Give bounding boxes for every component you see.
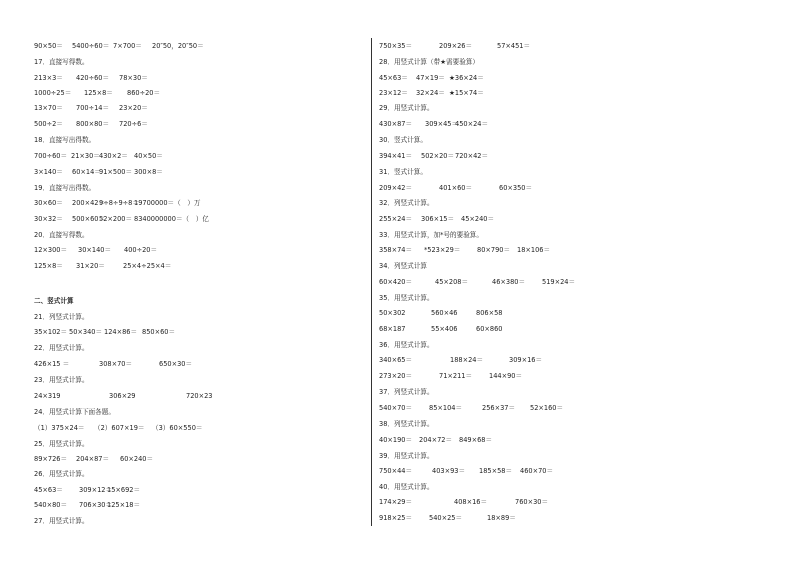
expression: （3）60×550＝	[152, 424, 203, 432]
expression: 50×302	[379, 309, 406, 317]
expression: 309×16＝	[509, 356, 543, 364]
expression: （1）375×24＝	[34, 424, 85, 432]
expression: 340×65＝	[379, 356, 413, 364]
expression: 308×70＝	[99, 360, 133, 368]
expression: 40×50＝	[134, 152, 163, 160]
expression: 401×60＝	[439, 184, 473, 192]
question-title: 17．直接写得数。	[34, 58, 89, 66]
expression: 273×20＝	[379, 372, 413, 380]
expression: 806×58	[476, 309, 503, 317]
question-title: 29．用竖式计算。	[379, 104, 434, 112]
question-title: 31．竖式计算。	[379, 168, 427, 176]
expression: 403×93＝	[432, 467, 466, 475]
expression: 306×15＝	[421, 215, 455, 223]
expression: 125×18＝	[107, 501, 141, 509]
expression: 200×42＝	[72, 199, 106, 207]
expression: 13×70＝	[34, 104, 63, 112]
expression: 60×240＝	[120, 455, 154, 463]
expression: 256×37＝	[482, 404, 516, 412]
question-title: 40．用竖式计算。	[379, 483, 434, 491]
expression: 30×32＝	[34, 215, 63, 223]
expression: 60×860	[476, 325, 503, 333]
expression: ★15×74＝	[449, 89, 484, 97]
expression: 720÷6＝	[119, 120, 148, 128]
question-title: 30．竖式计算。	[379, 136, 427, 144]
expression: 85×104＝	[429, 404, 463, 412]
expression: 60×14＝	[72, 168, 101, 176]
expression: 540×25＝	[429, 514, 463, 522]
expression: （2）607×19＝	[94, 424, 145, 432]
expression: 394×41＝	[379, 152, 413, 160]
question-title: 32．列竖式计算。	[379, 199, 434, 207]
question-title: 19．直接写出得数。	[34, 184, 96, 192]
question-title: 26．用竖式计算。	[34, 470, 89, 478]
expression: 55×406	[431, 325, 458, 333]
expression: 24×319	[34, 392, 61, 400]
expression: 309×45＝	[425, 120, 459, 128]
expression: 90×50＝	[34, 42, 63, 50]
expression: 125×8＝	[34, 262, 63, 270]
expression: 80×790＝	[477, 246, 511, 254]
question-title: 23．用竖式计算。	[34, 376, 89, 384]
expression: 420÷60＝	[76, 74, 110, 82]
question-title: 28．用竖式计算（带★需要验算）	[379, 58, 480, 66]
expression: 68×187	[379, 325, 406, 333]
question-title: 20．直接写得数。	[34, 231, 89, 239]
expression: 300×8＝	[134, 168, 163, 176]
expression: 144×90＝	[489, 372, 523, 380]
expression: 18×106＝	[517, 246, 551, 254]
expression: 204×87＝	[76, 455, 110, 463]
expression: 47×19＝	[416, 74, 445, 82]
expression: 750×35＝	[379, 42, 413, 50]
expression: 519×24＝	[542, 278, 576, 286]
expression: 860÷20＝	[127, 89, 161, 97]
question-title: 39．用竖式计算。	[379, 452, 434, 460]
expression: 52×160＝	[530, 404, 564, 412]
expression: 500÷2＝	[34, 120, 63, 128]
expression: 188×24＝	[450, 356, 484, 364]
expression: 50×340＝	[69, 328, 103, 336]
expression: 450×24＝	[455, 120, 489, 128]
expression: 700÷60＝	[34, 152, 68, 160]
question-title: 35．用竖式计算。	[379, 294, 434, 302]
expression: 430×2＝	[99, 152, 128, 160]
expression: 20″50，20″50＝	[152, 42, 204, 50]
question-title: 二、竖式计算	[34, 297, 74, 305]
expression: 209×26＝	[439, 42, 473, 50]
expression: 213×3＝	[34, 74, 63, 82]
expression: 3×140＝	[34, 168, 63, 176]
expression: 25×4÷25×4＝	[123, 262, 172, 270]
expression: 60×350＝	[499, 184, 533, 192]
expression: 918×25＝	[379, 514, 413, 522]
expression: 358×74＝	[379, 246, 413, 254]
expression: 560×46	[431, 309, 458, 317]
expression: 849×68＝	[459, 436, 493, 444]
expression: 706×30＝	[79, 501, 113, 509]
expression: 650×30＝	[159, 360, 193, 368]
expression: 45×240＝	[461, 215, 495, 223]
expression: 750×44＝	[379, 467, 413, 475]
expression: 174×29＝	[379, 498, 413, 506]
expression: 7×700＝	[113, 42, 142, 50]
expression: 21×30＝	[71, 152, 100, 160]
expression: 850×60＝	[142, 328, 176, 336]
expression: 57×451＝	[497, 42, 531, 50]
column-divider	[371, 38, 372, 526]
question-title: 37．列竖式计算。	[379, 388, 434, 396]
expression: 306×29	[109, 392, 136, 400]
expression: 540×80＝	[34, 501, 68, 509]
expression: 45×63＝	[34, 486, 63, 494]
expression: 30×140＝	[78, 246, 112, 254]
expression: 502×20＝	[421, 152, 455, 160]
expression: 19700000＝（ ）万	[134, 199, 201, 207]
question-title: 34．列竖式计算	[379, 262, 427, 270]
expression: 309×12＝	[79, 486, 113, 494]
expression: 35×102＝	[34, 328, 68, 336]
expression: ★36×24＝	[449, 74, 484, 82]
expression: 31×20＝	[76, 262, 105, 270]
expression: 460×70＝	[520, 467, 554, 475]
question-title: 21．列竖式计算。	[34, 313, 89, 321]
expression: 12×300＝	[34, 246, 68, 254]
expression: 15×692＝	[107, 486, 141, 494]
expression: 9÷8÷9÷8＝	[99, 199, 139, 207]
expression: 426×15 ＝	[34, 360, 70, 368]
expression: 400÷20＝	[124, 246, 158, 254]
expression: 124×86＝	[104, 328, 138, 336]
question-title: 36．用竖式计算。	[379, 341, 434, 349]
expression: 204×72＝	[419, 436, 453, 444]
expression: 32×24＝	[416, 89, 445, 97]
expression: 5400÷60＝	[72, 42, 110, 50]
question-title: 33．用竖式计算，加*号的要验算。	[379, 231, 483, 239]
expression: 71×211＝	[439, 372, 473, 380]
question-title: 24．用竖式计算下面各题。	[34, 408, 115, 416]
expression: 8340000000＝（ ）亿	[134, 215, 209, 223]
expression: *523×29＝	[424, 246, 461, 254]
expression: 18×89＝	[487, 514, 516, 522]
expression: 1000÷25＝	[34, 89, 72, 97]
expression: 46×380＝	[492, 278, 526, 286]
question-title: 18．直接写出得数。	[34, 136, 96, 144]
expression: 45×63＝	[379, 74, 408, 82]
expression: 500×60＝	[72, 215, 106, 223]
expression: 408×16＝	[454, 498, 488, 506]
expression: 255×24＝	[379, 215, 413, 223]
expression: 720×42＝	[455, 152, 489, 160]
expression: 40×190＝	[379, 436, 413, 444]
question-title: 22．用竖式计算。	[34, 344, 89, 352]
expression: 700÷14＝	[76, 104, 110, 112]
expression: 209×42＝	[379, 184, 413, 192]
expression: 760×30＝	[515, 498, 549, 506]
expression: 45×208＝	[435, 278, 469, 286]
question-title: 27．用竖式计算。	[34, 517, 89, 525]
expression: 720×23	[186, 392, 213, 400]
expression: 23×20＝	[119, 104, 148, 112]
question-title: 25．用竖式计算。	[34, 440, 89, 448]
expression: 78×30＝	[119, 74, 148, 82]
expression: 60×420＝	[379, 278, 413, 286]
expression: 185×58＝	[479, 467, 513, 475]
expression: 89×726＝	[34, 455, 68, 463]
expression: 23×12＝	[379, 89, 408, 97]
expression: 430×87＝	[379, 120, 413, 128]
expression: 125×8＝	[84, 89, 113, 97]
expression: 540×70＝	[379, 404, 413, 412]
expression: 30×60＝	[34, 199, 63, 207]
expression: 91×500＝	[99, 168, 133, 176]
expression: 52×200＝	[99, 215, 133, 223]
question-title: 38．列竖式计算。	[379, 420, 434, 428]
expression: 800×80＝	[76, 120, 110, 128]
